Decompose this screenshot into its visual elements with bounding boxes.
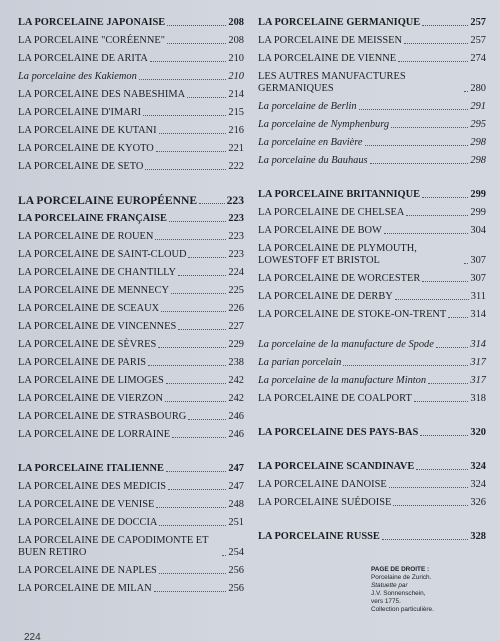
toc-entry-title: LA PORCELAINE RUSSE bbox=[258, 531, 380, 542]
toc-entry[interactable] bbox=[18, 50, 244, 68]
toc-entry-page: 274 bbox=[470, 53, 486, 64]
image-caption bbox=[371, 566, 481, 614]
dot-leader bbox=[199, 203, 225, 204]
toc-entry[interactable] bbox=[18, 32, 244, 50]
toc-entry-title: LA PORCELAINE DE MILAN bbox=[18, 583, 152, 594]
toc-entry[interactable] bbox=[18, 68, 244, 86]
dot-leader bbox=[343, 365, 468, 366]
toc-entry-title: LA PORCELAINE EUROPÉENNE bbox=[18, 194, 198, 207]
toc-entry-title: LA PORCELAINE BRITANNIQUE bbox=[258, 189, 421, 200]
toc-entry-page: 223 bbox=[228, 231, 244, 242]
dot-leader bbox=[359, 109, 469, 110]
section-gap bbox=[258, 442, 486, 458]
toc-entry[interactable] bbox=[258, 372, 486, 390]
dot-leader bbox=[178, 275, 226, 276]
dot-leader bbox=[161, 311, 226, 312]
dot-leader bbox=[406, 215, 468, 216]
toc-entry-page: 317 bbox=[470, 357, 486, 368]
toc-entry-page: 307 bbox=[470, 255, 486, 266]
toc-entry-title: La porcelaine du Bauhaus bbox=[258, 155, 368, 166]
toc-entry[interactable] bbox=[18, 228, 244, 246]
dot-leader bbox=[384, 233, 469, 234]
toc-entry[interactable] bbox=[258, 50, 486, 68]
dot-leader bbox=[139, 79, 227, 80]
toc-entry[interactable] bbox=[18, 300, 244, 318]
toc-entry[interactable] bbox=[18, 86, 244, 104]
toc-entry-title: LA PORCELAINE DE SÈVRES bbox=[18, 339, 157, 350]
toc-entry[interactable] bbox=[18, 532, 244, 562]
toc-entry-page: 208 bbox=[228, 35, 244, 46]
toc-entry-title: LA PORCELAINE ITALIENNE bbox=[18, 463, 164, 474]
toc-entry[interactable] bbox=[258, 32, 486, 50]
dot-leader bbox=[389, 487, 469, 488]
caption-line: vers 1775. bbox=[371, 598, 401, 605]
toc-entry-title: LA PORCELAINE DES NABESHIMA bbox=[18, 89, 186, 100]
toc-entry[interactable] bbox=[18, 104, 244, 122]
dot-leader bbox=[169, 221, 226, 222]
toc-entry-page: 229 bbox=[228, 339, 244, 350]
toc-entry-page: 295 bbox=[470, 119, 486, 130]
toc-entry-title: LA PORCELAINE SUÉDOISE bbox=[258, 497, 392, 508]
toc-entry-title: LA PORCELAINE DE VIENNE bbox=[258, 53, 397, 64]
toc-entry-title: LA PORCELAINE DE CHANTILLY bbox=[18, 267, 176, 278]
toc-entry[interactable] bbox=[258, 98, 486, 116]
dot-leader bbox=[178, 329, 226, 330]
toc-entry-page: 227 bbox=[228, 321, 244, 332]
toc-entry-title: La parian porcelain bbox=[258, 357, 342, 368]
toc-entry-title: LA PORCELAINE DE ROUEN bbox=[18, 231, 154, 242]
dot-leader bbox=[167, 43, 226, 44]
toc-entry-page: 246 bbox=[228, 429, 244, 440]
dot-leader bbox=[156, 151, 227, 152]
toc-entry[interactable] bbox=[18, 14, 244, 32]
toc-entry-page: 248 bbox=[228, 499, 244, 510]
toc-entry-page: 225 bbox=[228, 285, 244, 296]
dot-leader bbox=[166, 471, 227, 472]
toc-entry[interactable] bbox=[18, 496, 244, 514]
dot-leader bbox=[464, 91, 468, 92]
toc-entry[interactable] bbox=[258, 204, 486, 222]
toc-entry-title: LA PORCELAINE DE LORRAINE bbox=[18, 429, 171, 440]
dot-leader bbox=[370, 163, 469, 164]
toc-entry-title: LA PORCELAINE GERMANIQUE bbox=[258, 17, 421, 28]
toc-entry[interactable] bbox=[18, 210, 244, 228]
toc-entry-page: 242 bbox=[228, 393, 244, 404]
dot-leader bbox=[391, 127, 468, 128]
toc-entry-page: 223 bbox=[228, 249, 244, 260]
toc-entry[interactable] bbox=[18, 562, 244, 580]
toc-entry-page: 328 bbox=[470, 531, 486, 542]
toc-entry-title: LA PORCELAINE DE COALPORT bbox=[258, 393, 412, 404]
caption-line: Porcelaine de Zurich. bbox=[371, 574, 432, 581]
toc-entry-title: LA PORCELAINE DE DOCCIA bbox=[18, 517, 158, 528]
dot-leader bbox=[172, 437, 226, 438]
toc-entry[interactable] bbox=[258, 424, 486, 442]
toc-entry[interactable] bbox=[18, 354, 244, 372]
caption-line: J.V. Sonnenschein, bbox=[371, 590, 426, 597]
dot-leader bbox=[154, 591, 227, 592]
toc-entry[interactable] bbox=[18, 372, 244, 390]
section-gap bbox=[18, 444, 244, 460]
dot-leader bbox=[464, 263, 468, 264]
toc-entry[interactable] bbox=[18, 122, 244, 140]
dot-leader bbox=[395, 299, 469, 300]
dot-leader bbox=[165, 401, 226, 402]
dot-leader bbox=[155, 239, 226, 240]
dot-leader bbox=[422, 25, 468, 26]
dot-leader bbox=[156, 507, 226, 508]
toc-entry[interactable] bbox=[258, 116, 486, 134]
toc-entry[interactable] bbox=[18, 318, 244, 336]
toc-entry-title: LA PORCELAINE DE ARITA bbox=[18, 53, 148, 64]
toc-entry-page: 226 bbox=[228, 303, 244, 314]
toc-entry-title: LA PORCELAINE DE PLYMOUTH, LOWESTOFF ET BRISTOL bbox=[258, 243, 417, 266]
dot-leader bbox=[448, 317, 468, 318]
toc-entry[interactable] bbox=[258, 306, 486, 324]
toc-entry-title: LA PORCELAINE DE KYOTO bbox=[18, 143, 154, 154]
toc-entry-title: La porcelaine des Kakiemon bbox=[18, 71, 137, 82]
dot-leader bbox=[393, 505, 468, 506]
toc-entry-page: 318 bbox=[470, 393, 486, 404]
toc-entry[interactable] bbox=[258, 240, 486, 270]
toc-entry[interactable] bbox=[258, 494, 486, 512]
dot-leader bbox=[159, 573, 227, 574]
dot-leader bbox=[188, 257, 226, 258]
toc-entry[interactable] bbox=[258, 354, 486, 372]
toc-entry-title: LA PORCELAINE D'IMARI bbox=[18, 107, 142, 118]
toc-entry-page: 298 bbox=[470, 155, 486, 166]
toc-entry-page: 314 bbox=[470, 339, 486, 350]
toc-entry-page: 223 bbox=[226, 194, 244, 207]
toc-entry-page: 299 bbox=[470, 207, 486, 218]
toc-entry-page: 254 bbox=[228, 547, 244, 558]
dot-leader bbox=[398, 61, 468, 62]
caption-line: Collection particulière. bbox=[371, 606, 434, 613]
toc-entry[interactable] bbox=[258, 270, 486, 288]
toc-entry[interactable] bbox=[258, 222, 486, 240]
toc-entry[interactable] bbox=[258, 458, 486, 476]
toc-entry[interactable] bbox=[258, 324, 486, 354]
toc-entry[interactable] bbox=[18, 282, 244, 300]
toc-entry-title: LA PORCELAINE DE STRASBOURG bbox=[18, 411, 187, 422]
section-gap bbox=[258, 408, 486, 424]
toc-entry-page: 324 bbox=[470, 479, 486, 490]
toc-entry-page: 246 bbox=[228, 411, 244, 422]
dot-leader bbox=[168, 489, 226, 490]
toc-entry[interactable] bbox=[18, 478, 244, 496]
toc-entry-title: LA PORCELAINE DE WORCESTER bbox=[258, 273, 421, 284]
dot-leader bbox=[436, 347, 469, 348]
toc-entry[interactable] bbox=[258, 476, 486, 494]
section-gap bbox=[258, 170, 486, 186]
toc-entry-title: LA PORCELAINE DE VENISE bbox=[18, 499, 155, 510]
toc-entry-title: LA PORCELAINE DE SCEAUX bbox=[18, 303, 160, 314]
dot-leader bbox=[166, 383, 227, 384]
dot-leader bbox=[167, 25, 226, 26]
toc-entry-page: 317 bbox=[470, 375, 486, 386]
toc-entry-title: LA PORCELAINE DE VINCENNES bbox=[18, 321, 177, 332]
page-number: 224 bbox=[24, 632, 41, 641]
toc-entry[interactable] bbox=[258, 390, 486, 408]
dot-leader bbox=[187, 97, 226, 98]
toc-entry[interactable] bbox=[18, 390, 244, 408]
toc-entry-title: LA PORCELAINE DE VIERZON bbox=[18, 393, 163, 404]
toc-entry[interactable] bbox=[18, 426, 244, 444]
toc-entry-page: 208 bbox=[228, 17, 244, 28]
toc-entry-page: 257 bbox=[470, 35, 486, 46]
toc-entry[interactable] bbox=[18, 580, 244, 598]
toc-entry-title: La porcelaine de Berlin bbox=[258, 101, 357, 112]
dot-leader bbox=[158, 347, 226, 348]
toc-entry-page: 215 bbox=[228, 107, 244, 118]
toc-entry-page: 324 bbox=[470, 461, 486, 472]
toc-entry[interactable] bbox=[258, 288, 486, 306]
toc-entry-page: 223 bbox=[228, 213, 244, 224]
toc-entry-page: 256 bbox=[228, 583, 244, 594]
toc-entry[interactable] bbox=[258, 134, 486, 152]
toc-entry-page: 291 bbox=[470, 101, 486, 112]
toc-entry[interactable] bbox=[18, 158, 244, 176]
toc-entry-page: 224 bbox=[228, 267, 244, 278]
toc-entry-page: 320 bbox=[470, 427, 486, 438]
toc-entry-title: LA PORCELAINE DANOISE bbox=[258, 479, 387, 490]
toc-entry-title: LA PORCELAINE DE CHELSEA bbox=[258, 207, 405, 218]
dot-leader bbox=[365, 145, 469, 146]
toc-entry-title: LA PORCELAINE DE PARIS bbox=[18, 357, 147, 368]
dot-leader bbox=[143, 115, 226, 116]
toc-entry[interactable] bbox=[258, 186, 486, 204]
dot-leader bbox=[428, 383, 468, 384]
toc-entry[interactable] bbox=[258, 528, 486, 546]
toc-entry[interactable] bbox=[18, 514, 244, 532]
toc-entry[interactable] bbox=[18, 336, 244, 354]
toc-entry-page: 221 bbox=[228, 143, 244, 154]
dot-leader bbox=[382, 539, 469, 540]
toc-entry[interactable] bbox=[18, 460, 244, 478]
dot-leader bbox=[145, 169, 226, 170]
toc-entry-page: 210 bbox=[228, 53, 244, 64]
section-gap bbox=[18, 176, 244, 192]
toc-entry-page: 247 bbox=[228, 463, 244, 474]
toc-entry-page: 242 bbox=[228, 375, 244, 386]
caption-line: Statuette par bbox=[371, 582, 408, 589]
dot-leader bbox=[171, 293, 226, 294]
toc-entry-title: LA PORCELAINE DE MENNECY bbox=[18, 285, 169, 296]
dot-leader bbox=[416, 469, 468, 470]
dot-leader bbox=[420, 435, 468, 436]
toc-entry[interactable] bbox=[18, 140, 244, 158]
toc-entry-title: La porcelaine de Nymphenburg bbox=[258, 119, 390, 130]
toc-entry-page: 311 bbox=[470, 291, 486, 302]
dot-leader bbox=[422, 281, 468, 282]
toc-entry-title: LA PORCELAINE DE MEISSEN bbox=[258, 35, 403, 46]
toc-entry-title: LA PORCELAINE DES PAYS-BAS bbox=[258, 427, 419, 438]
dot-leader bbox=[159, 525, 226, 526]
toc-entry-title: LA PORCELAINE FRANÇAISE bbox=[18, 213, 167, 224]
toc-entry-title: LA PORCELAINE "CORÉENNE" bbox=[18, 35, 166, 46]
toc-entry-page: 251 bbox=[228, 517, 244, 528]
toc-entry-page: 210 bbox=[228, 71, 244, 82]
caption-title: PAGE DE DROITE : bbox=[371, 566, 430, 573]
toc-entry-title: LA PORCELAINE DE BOW bbox=[258, 225, 382, 236]
toc-entry-page: 222 bbox=[228, 161, 244, 172]
dot-leader bbox=[222, 555, 226, 556]
toc-entry[interactable] bbox=[18, 246, 244, 264]
dot-leader bbox=[188, 419, 226, 420]
dot-leader bbox=[414, 401, 469, 402]
toc-left-column bbox=[18, 14, 244, 598]
toc-right-column bbox=[258, 14, 486, 546]
toc-entry[interactable] bbox=[258, 68, 486, 98]
toc-entry[interactable] bbox=[258, 152, 486, 170]
toc-entry-page: 216 bbox=[228, 125, 244, 136]
toc-entry-title: LA PORCELAINE DE DERBY bbox=[258, 291, 393, 302]
toc-entry-page: 214 bbox=[228, 89, 244, 100]
toc-entry-title: LA PORCELAINE DE CAPODIMONTE ET BUEN RETIRO bbox=[18, 535, 209, 558]
toc-entry-title: LA PORCELAINE DE LIMOGES bbox=[18, 375, 164, 386]
toc-entry-page: 256 bbox=[228, 565, 244, 576]
toc-entry-title: LA PORCELAINE DE KUTANI bbox=[18, 125, 157, 136]
toc-entry-title: LA PORCELAINE DES MEDICIS bbox=[18, 481, 167, 492]
toc-entry-title: LA PORCELAINE DE STOKE-ON-TRENT bbox=[258, 309, 447, 320]
toc-entry-title: La porcelaine de la manufacture Minton bbox=[258, 375, 427, 386]
toc-entry-page: 299 bbox=[470, 189, 486, 200]
dot-leader bbox=[148, 365, 226, 366]
toc-entry-page: 238 bbox=[228, 357, 244, 368]
toc-entry-page: 326 bbox=[470, 497, 486, 508]
toc-entry[interactable] bbox=[18, 192, 244, 210]
toc-entry[interactable] bbox=[18, 408, 244, 426]
dot-leader bbox=[159, 133, 227, 134]
toc-entry-page: 257 bbox=[470, 17, 486, 28]
dot-leader bbox=[404, 43, 468, 44]
toc-entry-title: La porcelaine de la manufacture de Spode bbox=[258, 339, 434, 350]
toc-entry-title: LES AUTRES MANUFACTURES GERMANIQUES bbox=[258, 71, 406, 94]
dot-leader bbox=[422, 197, 468, 198]
toc-entry-page: 247 bbox=[228, 481, 244, 492]
toc-entry-title: LA PORCELAINE DE SAINT-CLOUD bbox=[18, 249, 187, 260]
dot-leader bbox=[150, 61, 226, 62]
toc-entry-title: LA PORCELAINE DE SETO bbox=[18, 161, 144, 172]
section-gap bbox=[258, 512, 486, 528]
toc-entry-page: 304 bbox=[470, 225, 486, 236]
toc-entry-page: 280 bbox=[470, 83, 486, 94]
toc-entry-title: LA PORCELAINE SCANDINAVE bbox=[258, 461, 415, 472]
toc-entry-title: La porcelaine en Bavière bbox=[258, 137, 363, 148]
toc-entry-title: LA PORCELAINE DE NAPLES bbox=[18, 565, 157, 576]
toc-entry-title: LA PORCELAINE JAPONAISE bbox=[18, 17, 166, 28]
toc-entry-page: 314 bbox=[470, 309, 486, 320]
toc-entry[interactable] bbox=[18, 264, 244, 282]
toc-entry[interactable] bbox=[258, 14, 486, 32]
toc-entry-page: 307 bbox=[470, 273, 486, 284]
toc-entry-page: 298 bbox=[470, 137, 486, 148]
